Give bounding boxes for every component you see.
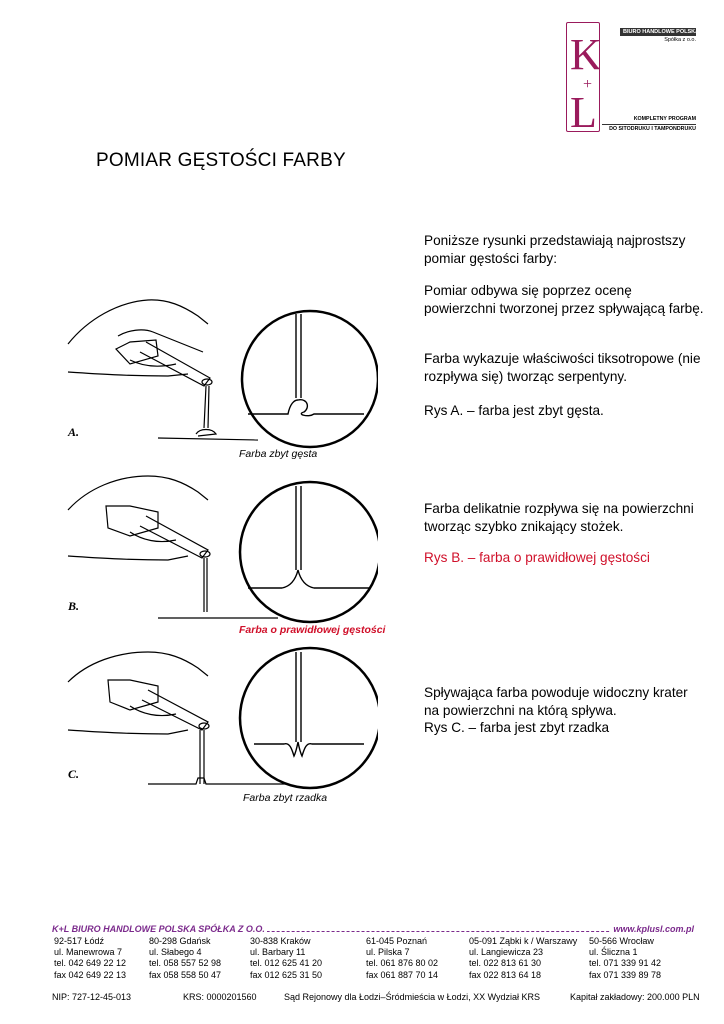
branch-city: 05-091 Ząbki k / Warszawy [469, 936, 578, 946]
branch-street: ul. Pilska 7 [366, 947, 410, 958]
figure-c-description: Spływająca farba powoduje widoczny krater na powierzchni na którą spływa. [424, 685, 688, 718]
branch-street: ul. Słabego 4 [149, 947, 202, 958]
figure-a-letter: A. [68, 425, 80, 439]
figure-b-caption: Farba o prawidłowej gęstości [239, 624, 386, 636]
branch-street: ul. Śliczna 1 [589, 947, 638, 958]
page-title: POMIAR GĘSTOŚCI FARBY [96, 150, 346, 171]
branch-city: 30-838 Kraków [250, 936, 311, 946]
branch-tel: tel. 071 339 91 42 [589, 958, 662, 969]
branch-city: 61-045 Poznań [366, 936, 428, 946]
footer-court: Sąd Rejonowy dla Łodzi–Śródmieścia w Łodzi, XX Wydział KRS [284, 992, 541, 1002]
figure-a-label: Rys A. – farba jest zbyt gęsta. [424, 403, 604, 418]
logo-rule [602, 124, 696, 125]
branch-fax: fax 061 887 70 14 [366, 969, 439, 980]
figure-b-label: Rys B. – farba o prawidłowej gęstości [424, 550, 650, 565]
logo-tagline-2: DO SITODRUKU I TAMPONDRUKU [609, 125, 696, 132]
footer-nip: NIP: 727-12-45-013 [52, 992, 132, 1002]
svg-text:K: K [570, 30, 599, 79]
branch-fax: fax 071 339 89 78 [589, 969, 662, 980]
figure-c-caption: Farba zbyt rzadka [243, 792, 328, 804]
figure-a-caption: Farba zbyt gęsta [239, 448, 318, 460]
svg-text:+: + [583, 76, 593, 93]
figure-b-letter: B. [68, 599, 80, 613]
branch-city: 50-566 Wrocław [589, 936, 654, 946]
logo-tagline-1: KOMPLETNY PROGRAM [633, 116, 696, 122]
logo-frame [566, 22, 600, 132]
branch-fax: fax 042 649 22 13 [54, 969, 127, 980]
branch-tel: tel. 012 625 41 20 [250, 958, 323, 969]
branch-fax: fax 022 813 64 18 [469, 969, 542, 980]
branch-street: ul. Barbary 11 [250, 947, 306, 958]
branch-krakow [250, 936, 322, 981]
footer-krs: KRS: 0000201560 [183, 992, 257, 1002]
footer-website[interactable]: www.kplusl.com.pl [613, 924, 694, 934]
logo-company [620, 28, 700, 43]
figure-c-label: Rys C. – farba jest zbyt rzadka [424, 720, 610, 735]
branch-zabki [469, 936, 577, 981]
intro-paragraph: Poniższe rysunki przedstawiają najprostszy pomiar gęstości farby: [424, 233, 686, 266]
figure-b-illustration [58, 470, 378, 630]
logo-tagline [602, 116, 696, 132]
branch-wroclaw [589, 936, 661, 981]
method-paragraph: Pomiar odbywa się poprzez ocenę powierzchni tworzonej przez spływającą farbę. [424, 283, 704, 316]
branch-street: ul. Manewrowa 7 [54, 947, 123, 958]
branch-poznan [366, 936, 438, 981]
branch-tel: tel. 022 813 61 30 [469, 958, 542, 969]
branch-tel: tel. 058 557 52 98 [149, 958, 222, 969]
logo-company-sub: Spółka z o.o. [664, 37, 696, 43]
figure-c-illustration [58, 646, 378, 796]
branch-city: 92-517 Łódź [54, 936, 105, 946]
figure-c-letter: C. [68, 767, 80, 781]
figure-a-description: Farba wykazuje właściwości tiksotropowe (nie rozpływa się) tworząc serpentyny. [424, 351, 701, 384]
figure-b-description: Farba delikatnie rozpływa się na powierzchni tworząc szybko znikający stożek. [424, 501, 694, 534]
company-logo [566, 22, 700, 144]
figure-c-zoom-circle [240, 648, 378, 788]
branch-street: ul. Langiewicza 23 [469, 947, 544, 958]
logo-company-line: BIURO HANDLOWE POLSKA [620, 28, 696, 36]
branch-gdansk [149, 936, 221, 981]
footer-capital: Kapitał zakładowy: 200.000 PLN [570, 992, 700, 1002]
footer-company: K+L BIURO HANDLOWE POLSKA SPÓŁKA Z O.O. [52, 924, 265, 934]
branch-city: 80-298 Gdańsk [149, 936, 211, 946]
branch-tel: tel. 042 649 22 12 [54, 958, 127, 969]
branch-fax: fax 012 625 31 50 [250, 969, 323, 980]
svg-text:L: L [570, 88, 597, 131]
footer-header [52, 924, 694, 936]
figure-b-zoom-circle [240, 482, 378, 622]
branch-tel: tel. 061 876 80 02 [366, 958, 439, 969]
branch-fax: fax 058 558 50 47 [149, 969, 222, 980]
logo-kl-mark [567, 23, 599, 131]
figure-a-zoom-circle [242, 311, 378, 447]
figure-a-illustration [58, 294, 378, 454]
branch-lodz [54, 936, 126, 981]
